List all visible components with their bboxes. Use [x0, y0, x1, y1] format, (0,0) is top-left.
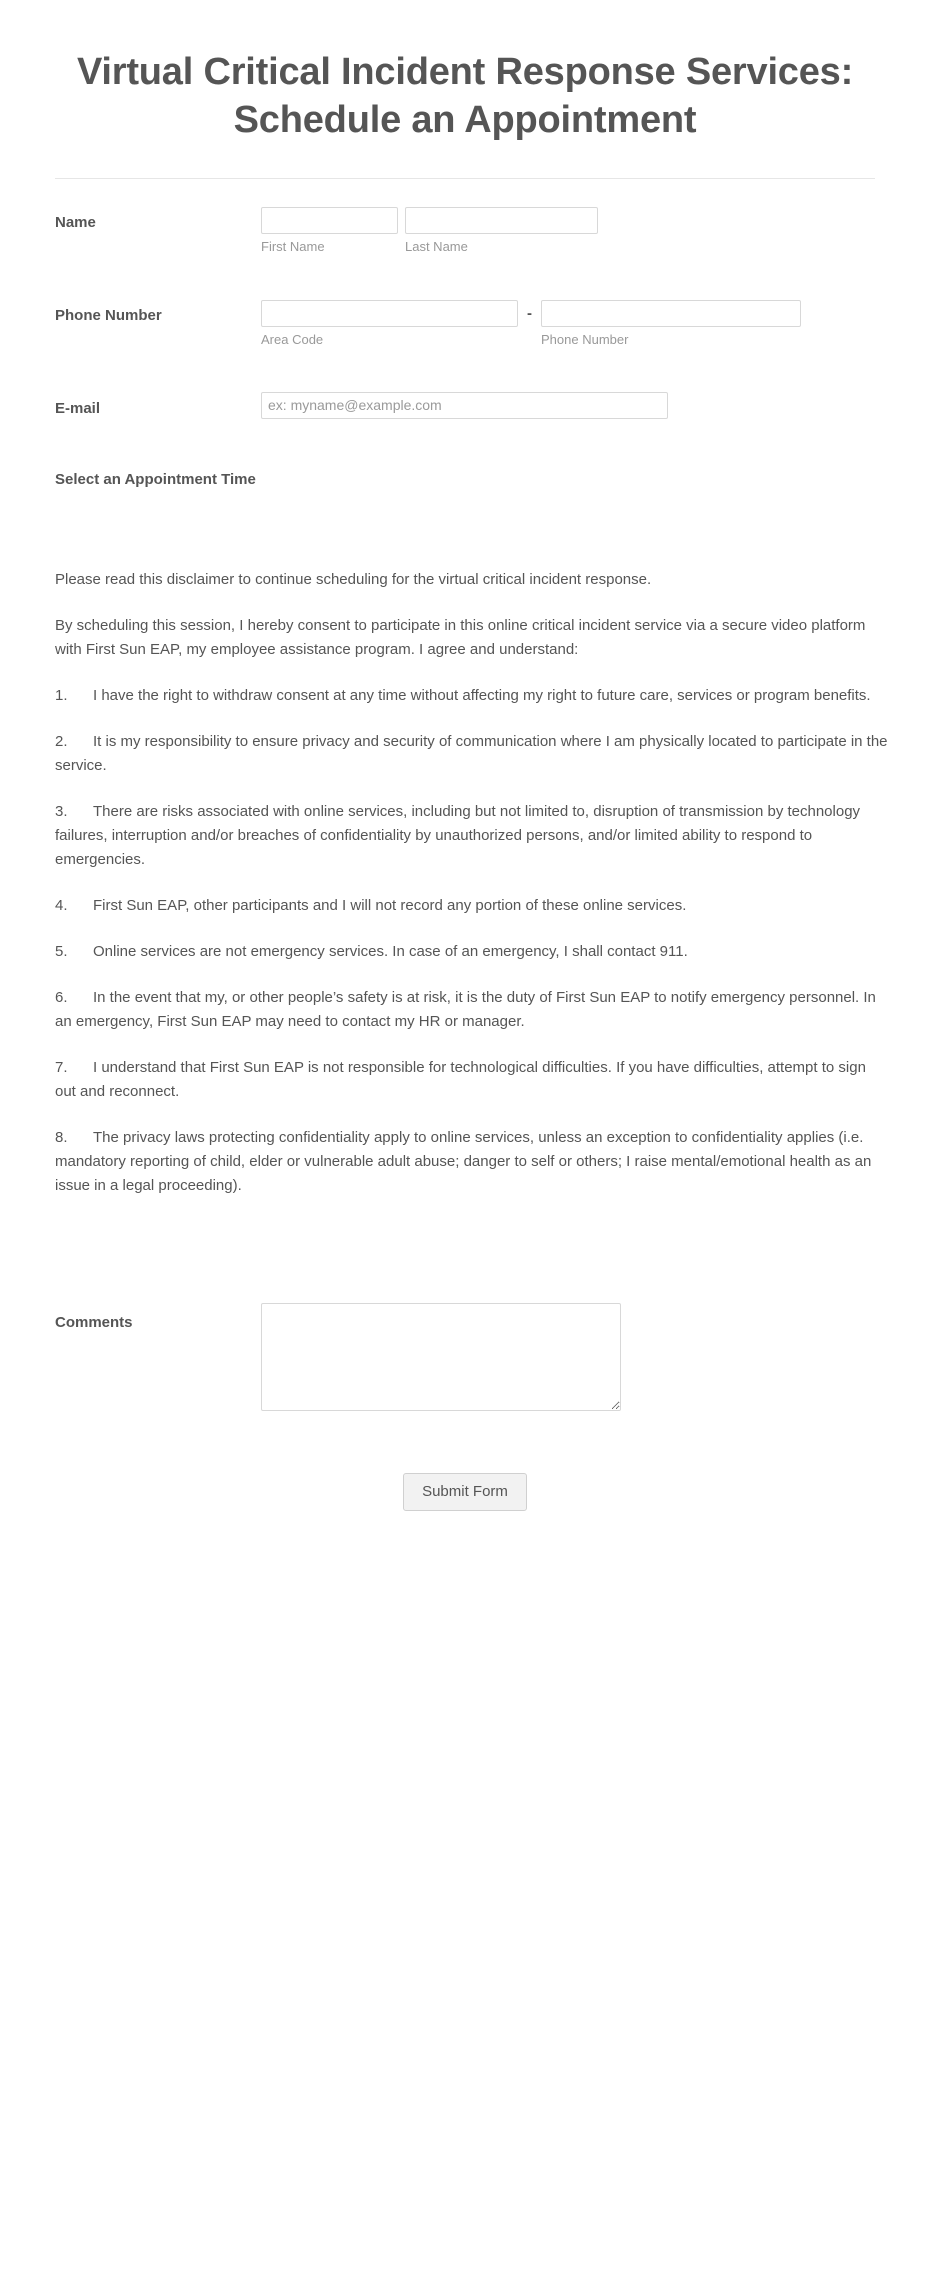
name-fields [261, 207, 875, 255]
appointment-heading: Select an Appointment Time [55, 470, 256, 488]
disclaimer-item-number: 5. [55, 942, 68, 960]
last-name-cell [405, 207, 598, 255]
disclaimer-item-text: First Sun EAP, other participants and I will not record any portion of these online services. [93, 896, 687, 914]
phone-number-cell [541, 300, 801, 348]
disclaimer-item [55, 730, 890, 778]
disclaimer-item-text: There are risks associated with online services, including but not limited to, disruption of transmission by technology failures, interruption and/or breaches of confidentiality by unauthorized persons, and/or limited ability to respond to emergencies. [55, 802, 861, 868]
area-code-cell [261, 300, 518, 348]
disclaimer-item [55, 800, 890, 872]
disclaimer-consent: By scheduling this session, I hereby consent to participate in this online critical incident service via a secure video platform with First Sun EAP, my employee assistance program. I agree and understand: [55, 616, 866, 658]
comments-row [0, 1303, 930, 1411]
disclaimer-item-number: 2. [55, 732, 68, 750]
comments-label: Comments [55, 1313, 133, 1331]
phone-fields [261, 300, 875, 348]
disclaimer-item-text: In the event that my, or other people’s safety is at risk, it is the duty of First Sun EAP to notify emergency personnel. In an emergency, First Sun EAP may need to contact my HR or manager. [55, 988, 876, 1030]
disclaimer-item [55, 940, 890, 964]
email-input[interactable] [261, 392, 668, 419]
disclaimer-section [0, 568, 930, 1198]
submit-form-button[interactable]: Submit Form [403, 1473, 527, 1511]
disclaimer-item-text: Online services are not emergency services. In case of an emergency, I shall contact 911. [93, 942, 688, 960]
last-name-input[interactable] [405, 207, 598, 234]
phone-number-input[interactable] [541, 300, 801, 327]
disclaimer-item-text: It is my responsibility to ensure privacy and security of communication where I am physically located to participate in the service. [55, 732, 888, 774]
first-name-input[interactable] [261, 207, 398, 234]
email-row [0, 392, 930, 419]
first-name-sublabel: First Name [261, 238, 325, 254]
first-name-cell [261, 207, 398, 255]
page-title: Virtual Critical Incident Response Services: Schedule an Appointment [76, 51, 854, 142]
comments-fields [261, 1303, 875, 1411]
area-code-sublabel: Area Code [261, 332, 324, 348]
header-divider [55, 178, 875, 179]
area-code-input[interactable] [261, 300, 518, 327]
disclaimer-intro: Please read this disclaimer to continue scheduling for the virtual critical incident response. [55, 570, 652, 588]
disclaimer-item-number: 8. [55, 1128, 68, 1146]
disclaimer-item-text: The privacy laws protecting confidentiality apply to online services, unless an exception to confidentiality applies (i.e. mandatory reporting of child, elder or vulnerable adult abuse; danger to self or others; I raise mental/emotional health as an issue in a legal proceeding). [55, 1128, 872, 1194]
comments-textarea[interactable] [261, 1303, 621, 1411]
phone-number-sublabel: Phone Number [541, 332, 629, 348]
disclaimer-item [55, 1056, 890, 1104]
disclaimer-item [55, 986, 890, 1034]
email-fields [261, 392, 875, 419]
disclaimer-item-number: 3. [55, 802, 68, 820]
disclaimer-item-text: I have the right to withdraw consent at any time without affecting my right to future care, services or program benefits. [93, 686, 871, 704]
name-row [0, 207, 930, 255]
last-name-sublabel: Last Name [405, 238, 468, 254]
appointment-section-header [0, 471, 930, 488]
disclaimer-item-number: 6. [55, 988, 68, 1006]
name-label: Name [55, 213, 96, 231]
disclaimer-item-number: 1. [55, 686, 68, 704]
disclaimer-item-number: 4. [55, 896, 68, 914]
disclaimer-item-number: 7. [55, 1058, 68, 1076]
phone-separator: - [527, 305, 532, 323]
phone-row [0, 300, 930, 348]
form-header [0, 0, 930, 145]
disclaimer-item-text: I understand that First Sun EAP is not responsible for technological difficulties. If you have difficulties, attempt to sign out and reconnect. [55, 1058, 866, 1100]
disclaimer-item [55, 684, 890, 708]
disclaimer-item [55, 1126, 890, 1198]
email-label: E-mail [55, 399, 101, 417]
disclaimer-item [55, 894, 890, 918]
phone-label: Phone Number [55, 307, 162, 325]
submit-row [0, 1473, 930, 1571]
